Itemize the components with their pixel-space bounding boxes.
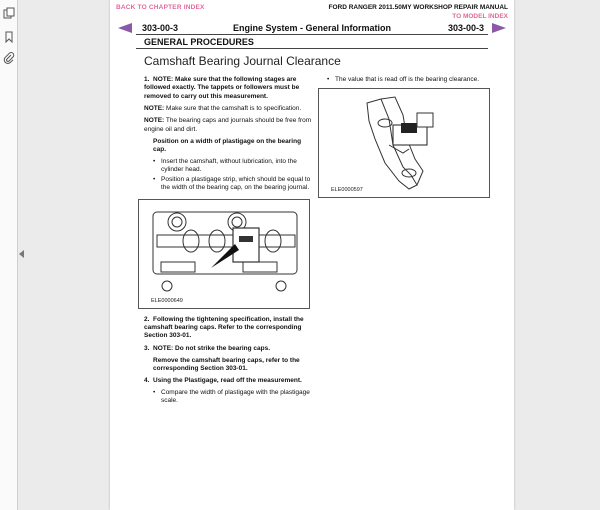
page-title: Camshaft Bearing Journal Clearance <box>144 54 341 68</box>
note-text: Make sure that the camshaft is to specification. <box>164 104 302 112</box>
sidebar-panel <box>0 0 18 510</box>
sub-heading: Position on a width of plastigage on the bearing cap. <box>153 137 302 154</box>
note-label: NOTE: <box>144 117 165 125</box>
note-clean <box>144 117 312 134</box>
step-number: 4. <box>144 376 150 384</box>
heading-divider <box>136 48 488 49</box>
panel-collapse-handle[interactable] <box>19 250 24 258</box>
header-divider <box>136 34 488 35</box>
bearing-cap-illustration <box>319 89 489 197</box>
back-to-chapter-index-link[interactable]: BACK TO CHAPTER INDEX <box>116 4 205 11</box>
step-text: NOTE: Do not strike the bearing caps. <box>153 344 271 352</box>
next-page-arrow-icon[interactable] <box>492 23 506 33</box>
document-page <box>110 0 514 510</box>
bearing-cap-figure <box>318 88 490 198</box>
section-code-left: 303-00-3 <box>142 23 179 33</box>
to-model-index-link[interactable]: TO MODEL INDEX <box>452 13 508 20</box>
attachment-icon[interactable] <box>3 52 15 64</box>
camshaft-illustration <box>139 200 309 308</box>
list-item: • Position a plastigage strip, which should be equal to the width of the bearing cap, on the bearing journal. <box>144 176 312 193</box>
step-text: Using the Plastigage, read off the measurement. <box>153 376 302 384</box>
step-number: 1. <box>144 76 150 83</box>
figure-label: ELE0000597 <box>331 187 363 194</box>
note-text: The bearing caps and journals should be free from engine oil and dirt. <box>144 117 312 133</box>
note-camshaft <box>144 105 312 113</box>
note-label: NOTE: <box>144 104 165 112</box>
camshaft-figure <box>138 199 310 309</box>
left-column <box>144 76 312 408</box>
list-item: • Compare the width of plastigage with the plastigage scale. <box>144 389 312 406</box>
step-3-instruction: Remove the camshaft bearing caps, refer to the corresponding Section 303-01. <box>153 357 300 373</box>
step-1 <box>144 76 312 101</box>
bookmark-icon[interactable] <box>3 31 15 43</box>
step-text: NOTE: Make sure that the following stages are followed exactly. The tappets or followers must be removed to carry out this measurement. <box>144 76 300 100</box>
list-item: • The value that is read off is the bearing clearance. <box>318 76 490 84</box>
step-text: Following the tightening specification, install the camshaft bearing caps. Refer to the corresponding Section 303-01. <box>144 315 304 340</box>
pages-icon[interactable] <box>3 7 15 19</box>
list-item: • Insert the camshaft, without lubrication, into the cylinder head. <box>144 158 312 175</box>
right-column <box>318 76 490 205</box>
section-code-right: 303-00-3 <box>447 23 484 33</box>
manual-title: FORD RANGER 2011.50MY WORKSHOP REPAIR MANUAL <box>328 4 508 11</box>
figure-label: ELE0000649 <box>151 297 183 304</box>
step-number: 3. <box>144 344 150 352</box>
step-2 <box>144 316 312 341</box>
step-number: 2. <box>144 315 150 323</box>
general-procedures-heading: GENERAL PROCEDURES <box>144 37 254 47</box>
step-3 <box>144 345 312 353</box>
step-4 <box>144 377 312 385</box>
section-name: Engine System - General Information <box>232 23 392 33</box>
